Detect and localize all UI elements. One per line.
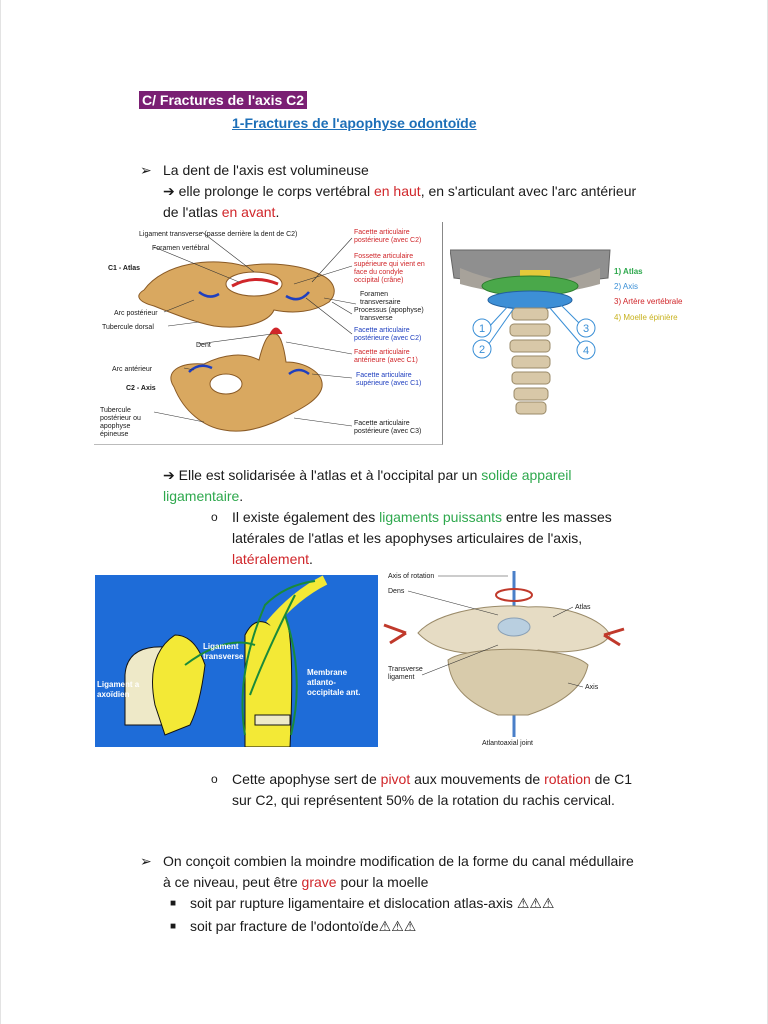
square-bullet: ■	[170, 898, 177, 909]
label-processus: Processus (apophyse)	[354, 307, 424, 314]
legend-artery: 3) Artère vertébrale	[614, 297, 683, 306]
label-fossette: face du condyle	[354, 269, 404, 276]
label-facette-post-c2: postérieure (avec C2)	[354, 335, 422, 342]
label-processus: transverse	[360, 315, 393, 322]
label-facette-ant: Facette articulaire	[354, 349, 410, 356]
arrow-icon: ➔	[163, 183, 179, 199]
label-lig2: transverse	[203, 652, 244, 661]
bullet1-line3: de l'atlas en avant.	[163, 204, 280, 220]
label-arc-ant: Arc antérieur	[112, 366, 153, 373]
label-facette-c3: postérieure (avec C3)	[354, 428, 422, 435]
label-axis: Axis	[585, 684, 599, 691]
section-subtitle: 1-Fractures de l'apophyse odontoïde	[232, 115, 477, 131]
label-facette-sup: Facette articulaire	[356, 372, 412, 379]
label-foramen-trans: Foramen	[360, 291, 389, 298]
bullet1-text: La dent de l'axis est volumineuse	[163, 162, 369, 178]
bullet1-line2: ➔ elle prolonge le corps vertébral en haut, en s'articulant avec l'arc antérieur	[163, 183, 637, 199]
label-atlas: Atlas	[575, 604, 591, 611]
label-dent: Dent	[196, 342, 211, 349]
label-dens: Dens	[388, 588, 405, 595]
label-facette-post: Facette articulaire	[354, 229, 410, 236]
section-title: C/ Fractures de l'axis C2	[139, 91, 307, 109]
circle-bullet: o	[211, 510, 218, 524]
num-4: 4	[582, 345, 590, 357]
circle-bullet: o	[211, 772, 218, 786]
label-facette-post: postérieure (avec C2)	[354, 237, 422, 244]
sub1-line1: Il existe également des ligaments puissants entre les masses	[232, 509, 612, 525]
legend-axis: 2) Axis	[614, 282, 639, 291]
label-tuber-post: épineuse	[100, 431, 129, 438]
bullet2-item1: soit par rupture ligamentaire et dislocation atlas-axis ⚠⚠⚠	[190, 895, 555, 911]
bullet-arrow: ➢	[140, 162, 152, 178]
label-tuber-post: Tubercule	[100, 407, 131, 414]
square-bullet: ■	[170, 921, 177, 932]
label-tuber-dorsal: Tubercule dorsal	[102, 324, 154, 331]
bullet2-line1: On conçoit combien la moindre modification de la forme du canal médullaire	[163, 853, 634, 869]
arrow-icon: ➔	[163, 467, 179, 483]
label-tuber-post: postérieur ou	[100, 415, 141, 422]
num-3: 3	[582, 323, 590, 335]
label-facette-sup: supérieure (avec C1)	[356, 380, 422, 387]
label-foramen-trans: transversaire	[360, 299, 401, 306]
cervical-spine-figure	[450, 248, 700, 418]
label-foramen: Foramen vertébral	[152, 245, 210, 252]
label-tuber-post: apophyse	[100, 423, 131, 430]
legend-moelle: 4) Moelle épinière	[614, 313, 678, 322]
sub2-line2: sur C2, qui représentent 50% de la rotation du rachis cervical.	[232, 792, 615, 808]
label-facette-ant: antérieure (avec C1)	[354, 357, 418, 364]
label-trans1: Transverse	[388, 666, 423, 673]
label-ligament: Ligament transverse (passe derrière la dent de C2)	[139, 231, 298, 238]
label-lig: Ligament	[203, 642, 239, 651]
label-fossette: occipital (crâne)	[354, 277, 404, 284]
bullet2-line2: à ce niveau, peut être grave pour la moelle	[163, 874, 429, 890]
legend-atlas: 1) Atlas	[614, 267, 643, 276]
label-facette-post-c2: Facette articulaire	[354, 327, 410, 334]
atlas-axis-figure	[94, 222, 443, 445]
label-c2: C2 - Axis	[126, 385, 156, 392]
label-fossette: supérieure qui vient en	[354, 261, 425, 268]
para2-line2: ligamentaire.	[163, 488, 244, 504]
bullet2-item2: soit par fracture de l'odontoïde⚠⚠⚠	[190, 918, 417, 934]
label-left1: Ligament a	[97, 680, 140, 689]
ligament-diagram	[95, 575, 378, 747]
label-left2: axoïdien	[97, 690, 130, 699]
label-mem2: atlanto-	[307, 678, 336, 687]
label-axis-rot: Axis of rotation	[388, 573, 435, 580]
label-joint: Atlantoaxial joint	[482, 740, 533, 747]
bullet-arrow: ➢	[140, 853, 152, 869]
label-mem3: occipitale ant.	[307, 688, 361, 697]
label-trans2: ligament	[388, 674, 415, 681]
label-fossette: Fossette articulaire	[354, 253, 414, 260]
para2-line1: ➔ Elle est solidarisée à l'atlas et à l'occipital par un solide appareil	[163, 467, 572, 483]
label-mem1: Membrane	[307, 668, 348, 677]
num-2: 2	[478, 344, 486, 356]
label-facette-c3: Facette articulaire	[354, 420, 410, 427]
label-arc-post: Arc postérieur	[114, 310, 158, 317]
sub2-line1: Cette apophyse sert de pivot aux mouvements de rotation de C1	[232, 771, 633, 787]
sub1-line3: latéralement.	[232, 551, 313, 567]
rotation-figure	[378, 565, 630, 750]
sub1-line2: latérales de l'atlas et les apophyses articulaires de l'axis,	[232, 530, 583, 546]
num-1: 1	[478, 323, 486, 335]
label-c1: C1 - Atlas	[108, 265, 141, 272]
